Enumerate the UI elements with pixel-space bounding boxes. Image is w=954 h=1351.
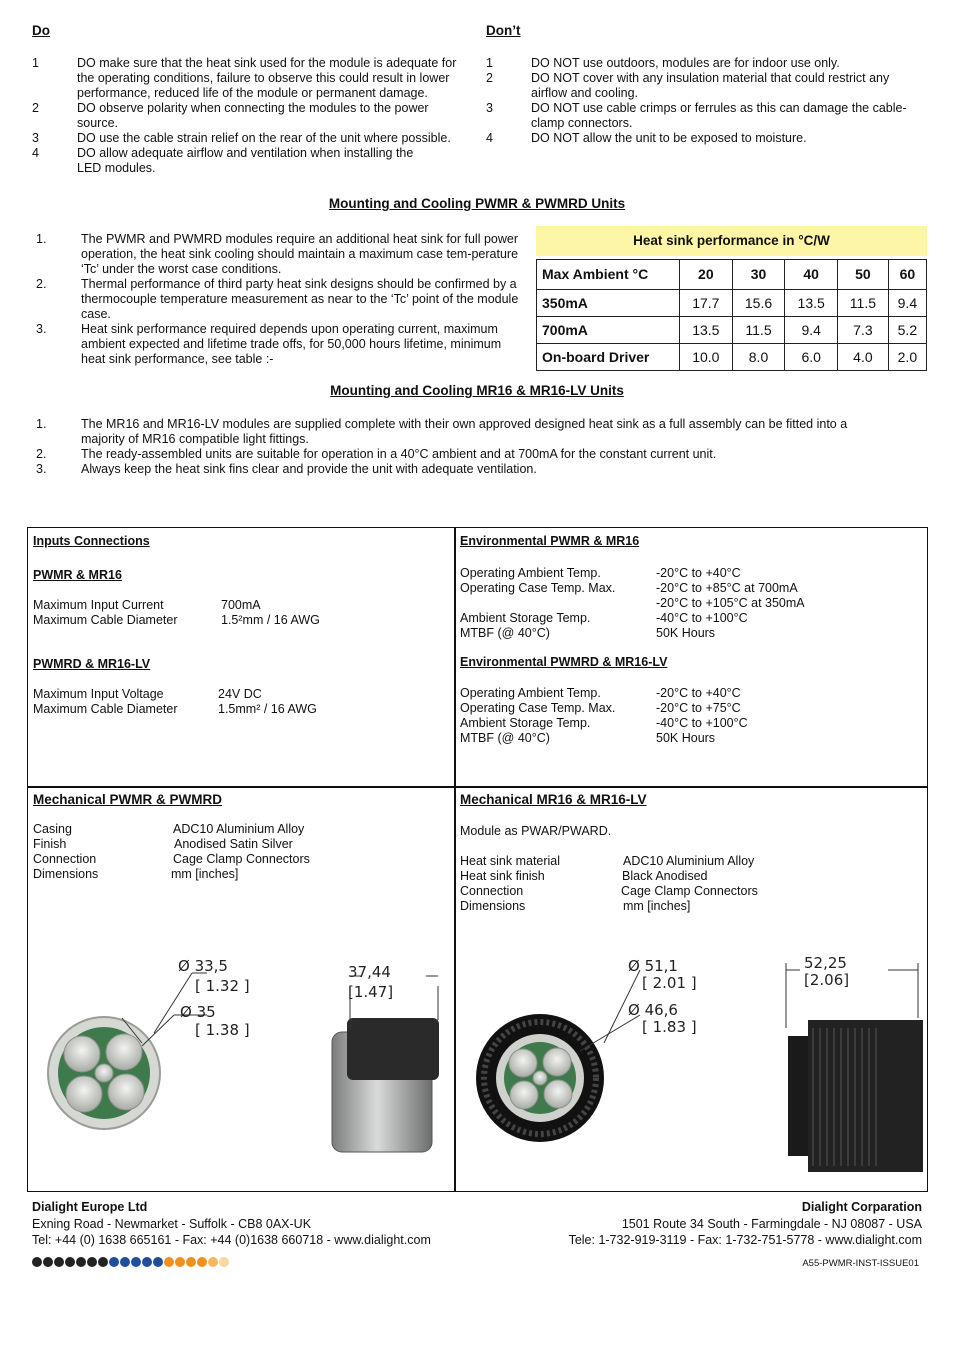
spec-row: Operating Case Temp. Max. -20°C to +85°C at 700mA	[460, 581, 798, 595]
divider	[28, 786, 927, 788]
footer-address: Exning Road - Newmarket - Suffolk - CB8 0AX-UK	[32, 1217, 312, 1231]
table-header-cell: Max Ambient °C	[537, 260, 680, 290]
led-shape	[544, 1080, 572, 1108]
led-shape	[106, 1034, 142, 1070]
spec-box	[27, 527, 928, 1192]
table-cell: 9.4	[785, 317, 838, 344]
dont-title: Don’t	[486, 23, 521, 38]
brand-dot	[87, 1257, 97, 1267]
list-item: 1. The PWMR and PWMRD modules require an additional heat sink for full power operation, the heat sink cooling should maintain a maximum case tem-perature ‘Tc’ under the worst case conditions.	[36, 232, 519, 276]
spec-row: Dimensions mm [inches]	[33, 867, 239, 882]
list-item: 4 DO allow adequate airflow and ventilation when installing the LED modules.	[32, 146, 414, 176]
pwmr-cooling-list	[36, 232, 522, 367]
table-row	[537, 344, 927, 371]
footer-left	[32, 1200, 472, 1248]
brand-dot	[208, 1257, 218, 1267]
heatsink-grid	[536, 259, 927, 371]
mr16-cooling-list	[36, 417, 886, 477]
doc-code: A55-PWMR-INST-ISSUE01	[802, 1258, 919, 1269]
divider	[454, 528, 456, 1191]
brand-dot	[54, 1257, 64, 1267]
list-item: 1. The MR16 and MR16-LV modules are supplied complete with their own approved designed heat sink as a full assembly can be fitted into a majority of MR16 compatible light fittings.	[36, 417, 848, 446]
dim-label: [ 1.32 ]	[195, 977, 250, 995]
do-section	[32, 23, 472, 176]
heatsink-table	[536, 226, 927, 371]
pwmr-cooling-title: Mounting and Cooling PWMR & PWMRD Units	[328, 196, 626, 211]
table-cell: 9.4	[888, 290, 926, 317]
mech-mr16-title: Mechanical MR16 & MR16-LV	[460, 792, 647, 807]
dim-label: Ø 51,1	[628, 957, 678, 975]
brand-dot	[142, 1257, 152, 1267]
led-shape	[510, 1081, 538, 1109]
table-cell: 4.0	[838, 344, 889, 371]
spec-row: MTBF (@ 40°C) 50K Hours	[460, 731, 716, 745]
leader-line	[580, 1015, 640, 1051]
led-shape	[64, 1036, 100, 1072]
led-shape	[543, 1048, 571, 1076]
table-cell: 7.3	[838, 317, 889, 344]
dont-list	[486, 56, 916, 146]
brand-dot	[131, 1257, 141, 1267]
mech-mr16-note: Module as PWAR/PWARD.	[460, 824, 612, 839]
list-item: 2 DO NOT cover with any insulation material that could restrict any airflow and cooling.	[486, 71, 890, 101]
brand-dot	[109, 1257, 119, 1267]
spec-row: Connection Cage Clamp Connectors	[33, 852, 310, 867]
spec-row: Maximum Input Current 700mA	[33, 598, 261, 612]
table-cell: 8.0	[732, 344, 785, 371]
table-cell: 11.5	[732, 317, 785, 344]
led-shape	[95, 1064, 113, 1082]
brand-dot	[76, 1257, 86, 1267]
table-header-cell: 40	[785, 260, 838, 290]
list-item: 2 DO observe polarity when connecting the modules to the power source.	[32, 101, 429, 131]
dim-label: [ 2.01 ]	[642, 974, 697, 992]
spec-row: Operating Ambient Temp. -20°C to +40°C	[460, 566, 741, 580]
list-item: 2. Thermal performance of third party heat sink designs should be confirmed by a thermocouple temperature measurement as near to the ‘Tc’ point of the module case.	[36, 277, 519, 321]
table-cell: 6.0	[785, 344, 838, 371]
list-item: 4 DO NOT allow the unit to be exposed to moisture.	[486, 131, 807, 146]
dim-label: Ø 35	[180, 1003, 216, 1021]
inputs-title: Inputs Connections	[33, 534, 150, 548]
spec-row: MTBF (@ 40°C) 50K Hours	[460, 626, 716, 640]
spec-row: Heat sink finish Black Anodised	[460, 869, 708, 884]
table-cell: 5.2	[888, 317, 926, 344]
footer-company: Dialight Europe Ltd	[32, 1200, 148, 1214]
environmental-title-2: Environmental PWMRD & MR16-LV	[460, 655, 668, 669]
table-header-cell: 30	[732, 260, 785, 290]
footer-right	[482, 1200, 922, 1248]
table-cell: 13.5	[785, 290, 838, 317]
environmental-title-1: Environmental PWMR & MR16	[460, 534, 640, 548]
inputs-panel	[33, 534, 443, 717]
heatsink-side-shape	[808, 1020, 923, 1172]
brand-dot	[65, 1257, 75, 1267]
table-row	[537, 317, 927, 344]
brand-dot	[186, 1257, 196, 1267]
spec-row: Maximum Cable Diameter 1.5mm² / 16 AWG	[33, 702, 317, 716]
dim-label: Ø 33,5	[178, 957, 228, 975]
list-item: 1 DO NOT use outdoors, modules are for indoor use only.	[486, 56, 840, 71]
table-row	[537, 290, 927, 317]
table-cell: On-board Driver	[537, 344, 680, 371]
dim-label: [ 1.38 ]	[195, 1021, 250, 1039]
table-cell: 10.0	[680, 344, 733, 371]
led-shape	[66, 1076, 102, 1112]
inputs-group2-title: PWMRD & MR16-LV	[33, 657, 151, 671]
brand-dot	[197, 1257, 207, 1267]
mech-pwmr-panel	[33, 792, 443, 882]
do-list	[32, 56, 472, 176]
table-header-cell: 60	[888, 260, 926, 290]
spec-row: Heat sink material ADC10 Aluminium Alloy	[460, 854, 755, 869]
spec-row: Operating Case Temp. Max. -20°C to +75°C	[460, 701, 741, 715]
table-header-row	[537, 260, 927, 290]
spec-row: Ambient Storage Temp. -40°C to +100°C	[460, 716, 748, 730]
spec-row: Maximum Input Voltage 24V DC	[33, 687, 262, 701]
dim-label: Ø 46,6	[628, 1001, 678, 1019]
table-cell: 700mA	[537, 317, 680, 344]
spec-row: Dimensions mm [inches]	[460, 899, 691, 914]
spec-row: Operating Ambient Temp. -20°C to +40°C	[460, 686, 741, 700]
list-item: 3. Heat sink performance required depends upon operating current, maximum ambient expected and lifetime trade offs, for 50,000 hours lifetime, minimum heat sink performance, see table :-	[36, 322, 502, 366]
brand-dot	[164, 1257, 174, 1267]
led-shape	[533, 1071, 547, 1085]
table-cell: 350mA	[537, 290, 680, 317]
list-item: 3. Always keep the heat sink fins clear and provide the unit with adequate ventilation.	[36, 462, 537, 476]
brand-dot	[175, 1257, 185, 1267]
heatsink-table-title: Heat sink performance in °C/W	[536, 226, 927, 256]
list-item: 3 DO NOT use cable crimps or ferrules as this can damage the cable-clamp connectors.	[486, 101, 907, 131]
dim-label: [1.47]	[348, 983, 394, 1001]
table-header-cell: 20	[680, 260, 733, 290]
spec-row: -20°C to +105°C at 350mA	[656, 596, 805, 610]
spec-row: Connection Cage Clamp Connectors	[460, 884, 758, 899]
led-shape	[509, 1049, 537, 1077]
list-item: 2. The ready-assembled units are suitable for operation in a 40°C ambient and at 700mA for the constant current unit.	[36, 447, 717, 461]
spec-row: Maximum Cable Diameter 1.5²mm / 16 AWG	[33, 613, 320, 627]
list-item: 3 DO use the cable strain relief on the rear of the unit where possible.	[32, 131, 451, 146]
list-item: 1 DO make sure that the heat sink used for the module is adequate for the operating conditions, failure to observe this could result in lower performance, reduced life of the module or permanent damage.	[32, 56, 457, 101]
brand-dot	[43, 1257, 53, 1267]
connector-shape	[347, 1018, 439, 1080]
table-cell: 11.5	[838, 290, 889, 317]
brand-dot	[153, 1257, 163, 1267]
brand-dot	[120, 1257, 130, 1267]
footer-company: Dialight Corparation	[801, 1200, 922, 1214]
table-cell: 2.0	[888, 344, 926, 371]
footer-contact: Tele: 1-732-919-3119 - Fax: 1-732-751-5778 - www.dialight.com	[568, 1233, 922, 1247]
brand-dot	[98, 1257, 108, 1267]
mech-pwmr-title: Mechanical PWMR & PWMRD	[33, 792, 223, 807]
table-cell: 13.5	[680, 317, 733, 344]
spec-row: Ambient Storage Temp. -40°C to +100°C	[460, 611, 748, 625]
table-cell: 15.6	[732, 290, 785, 317]
led-shape	[108, 1074, 144, 1110]
mr16-cooling-title: Mounting and Cooling MR16 & MR16-LV Units	[330, 383, 624, 398]
mech-mr16-panel	[460, 792, 920, 914]
spec-row: Finish Anodised Satin Silver	[33, 837, 293, 852]
environmental-panel	[460, 534, 920, 746]
spec-row: Casing ADC10 Aluminium Alloy	[33, 822, 305, 837]
dim-label: 52,25	[804, 954, 847, 972]
brand-dot	[219, 1257, 229, 1267]
table-cell: 17.7	[680, 290, 733, 317]
footer-contact: Tel: +44 (0) 1638 665161 - Fax: +44 (0)1638 660718 - www.dialight.com	[32, 1233, 431, 1247]
inputs-group1-title: PWMR & MR16	[33, 568, 122, 582]
do-title: Do	[32, 23, 50, 38]
footer-address: 1501 Route 34 South - Farmingdale - NJ 08087 - USA	[621, 1217, 922, 1231]
dim-label: [ 1.83 ]	[642, 1018, 697, 1036]
brand-dot	[32, 1257, 42, 1267]
dim-label: 37,44	[348, 963, 391, 981]
brand-dots	[32, 1256, 230, 1271]
table-header-cell: 50	[838, 260, 889, 290]
dont-section	[486, 23, 916, 146]
dim-label: [2.06]	[804, 971, 850, 989]
